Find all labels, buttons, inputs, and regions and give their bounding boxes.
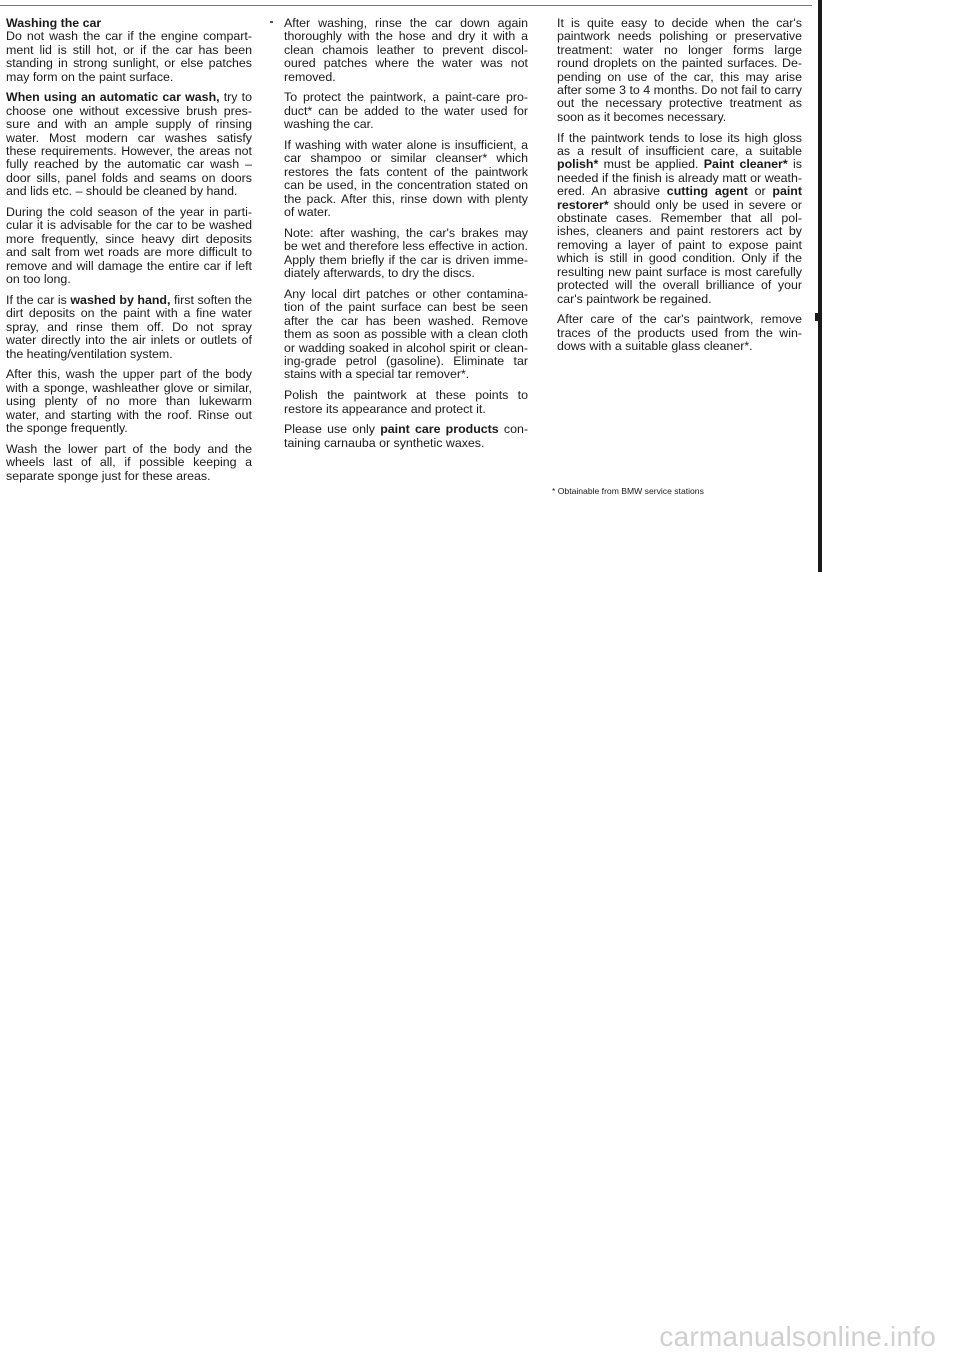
paragraph-lower-body: Wash the lower part of the body and the wheels last of all, if possible keeping a separate sponge just for these areas. (6, 441, 252, 483)
watermark: carmanualsonline.info (659, 1321, 936, 1352)
column-1 (6, 17, 252, 490)
paragraph-cold-season: During the cold season of the year in particular it is advisable for the car to be washed more frequently, since heavy dirt deposits and salt from wet roads are more difficult to remove and will damage the entire car if left on too long. (6, 205, 252, 287)
column-3 (557, 17, 802, 361)
paragraph-engine-hot: Do not wash the car if the engine compartment lid is still hot, or if the car has been standing in strong sunlight, or else patches may form on the paint surface. (6, 29, 252, 84)
page-edge-tick (815, 313, 818, 321)
paragraph-rinse-dry: After washing, rinse the car down again thoroughly with the hose and dry it with a clean chamois leather to prevent discoloured patches where the water was not removed. (284, 16, 528, 84)
paragraph-brakes-note: Note: after washing, the car's brakes may be wet and therefore less effective in action. Apply them briefly if the car is driven immediately afterwards, to dry the discs. (284, 225, 528, 281)
column-tick-mark (270, 21, 273, 23)
bold-paint-care-products: paint care products (380, 422, 499, 437)
paragraph-glass-cleaner: After care of the car's paintwork, remove traces of the products used from the windows with a suitable glass cleaner*. (557, 312, 802, 354)
bold-washed-by-hand: washed by hand, (70, 292, 171, 307)
bold-automatic-car-wash: When using an automatic car wash, (6, 90, 220, 105)
paragraph-upper-body: After this, wash the upper part of the body with a sponge, washleather glove or similar, using plenty of no more than lukewarm water, and starting with the roof. Rinse out the sponge frequently. (6, 367, 252, 435)
top-rule (0, 5, 812, 6)
bold-paint-restorer: paint restorer* (557, 184, 803, 212)
column-2 (284, 17, 528, 458)
section-heading: Washing the car (6, 16, 102, 30)
paragraph-car-shampoo: If washing with water alone is insufficient, a car shampoo or similar cleanser* which restores the fats content of the paintwork can be used, in the concentration stated on the pack. After this, rinse down with plenty of water. (284, 138, 528, 220)
page-edge-bar (818, 0, 822, 572)
paragraph-high-gloss: If the paintwork tends to lose its high gloss as a result of insufficient care, a suitable polish* must be applied. Paint cleaner* is needed if the finish is already matt or weathered. An abrasive cutting agent or paint restorer* should only be used in severe or obstinate cases. Remember that all polishes, cleaners and paint restorers act by removing a layer of paint to expose paint which is still in good condition. Only if the resulting new paint surface is most carefully protected will the overall brilliance of your car's paintwork be regained. (557, 130, 803, 306)
paragraph-paint-care-product: To protect the paintwork, a paint-care product* can be added to the water used for washing the car. (284, 90, 528, 132)
bold-paint-cleaner: Paint cleaner* (703, 157, 788, 172)
footnote: * Obtainable from BMW service stations (552, 486, 704, 496)
paragraph-automatic-car-wash: When using an automatic car wash, try to choose one without excessive brush pressure and with an ample supply of rinsing water. Most modern car washes satisfy these requirements. However, the areas not fully reached by the automatic car wash – door sills, panel folds and seams on doors and lids etc. – should be cleaned by hand. (6, 90, 252, 199)
paragraph-polish-points: Polish the paintwork at these points to restore its appearance and protect it. (284, 388, 528, 416)
bold-cutting-agent: cutting agent (666, 184, 748, 199)
paragraph-paint-care-products: Please use only paint care products containing carnauba or synthetic waxes. (284, 422, 529, 450)
paragraph-polishing-needed: It is quite easy to decide when the car's paintwork needs polishing or preservative treatment: water no longer forms large round droplets on the painted surfaces. Depending on use of the car, this may arise after some 3 to 4 months. Do not fail to carry out the necessary protective treatment as soon as it becomes necessary. (557, 16, 802, 124)
bold-polish: polish* (557, 157, 599, 172)
paragraph-washed-by-hand: If the car is washed by hand, first soften the dirt deposits on the paint with a fine water spray, and rinse them off. Do not spray water directly into the air inlets or outlets of the heating/ventilation system. (6, 292, 252, 361)
paragraph-dirt-patches: Any local dirt patches or other contamination of the paint surface can best be seen after the car has been washed. Remove them as soon as possible with a clean cloth or wadding soaked in alcohol spirit or cleaning-grade petrol (gasoline). Eliminate tar stains with a special tar remover*. (284, 286, 528, 382)
